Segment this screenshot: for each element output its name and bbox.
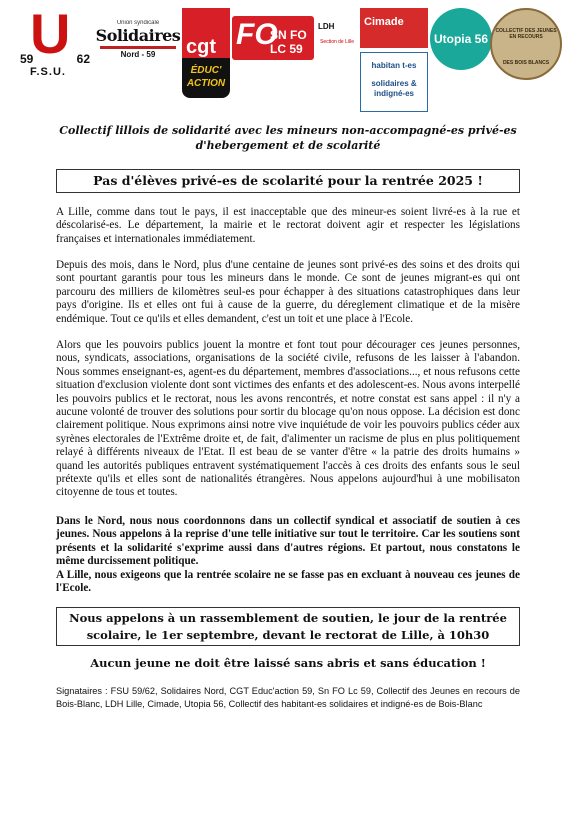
headline-box xyxy=(56,169,520,193)
cgt-top xyxy=(182,8,230,58)
cgt-logo xyxy=(182,8,230,98)
solidaires-sub: Nord - 59 xyxy=(120,50,156,59)
slogan: Aucun jeune ne doit être laissé sans abris et sans éducation ! xyxy=(90,656,486,670)
call-box xyxy=(56,607,520,646)
ldh-sub: Section de Lille xyxy=(320,39,354,45)
paragraph-4b: A Lille, nous exigeons que la rentrée scolaire ne se fasse pas en excluant à nouveau ces jeunes de l'Ecole. xyxy=(56,568,520,595)
logo-bar xyxy=(20,6,566,98)
cgt-name: cgt xyxy=(186,36,216,58)
habitants-line1: habitan t-es xyxy=(371,61,417,70)
call-text: Nous appelons à un rassemblement de soutien, le jour de la rentrée scolaire, le 1er septembre, devant le rectorat de Lille, à 10h30 xyxy=(69,611,507,642)
fsu-left-num: 59 xyxy=(20,52,34,66)
paragraph-1: A Lille, comme dans tout le pays, il est inacceptable que des mineur-es soient livré-es à la rue et déscolarisé-es. Le département, la mairie et le rectorat doivent agir et respecter les législations françaises et internationales immédiatement. xyxy=(56,206,520,245)
cgt-bottom xyxy=(182,58,230,98)
solidaires-logo xyxy=(94,20,182,66)
ldh-name: LDH xyxy=(318,22,335,31)
collectif-top: COLLECTIF DES JEUNES EN RECOURS xyxy=(495,28,557,40)
solidaires-bar xyxy=(100,46,176,49)
paragraph-3: Alors que les pouvoirs publics jouent la montre et font tout pour décourager ces jeunes personnes, nous, syndicats, associations, organisations de la société civile, refusons de les laisser à l'abandon. Nous sommes enseignant-es, agent-es du département, membres d'associations..., et nous refusons cette situation d'exclusion violente dont sont victimes des enfants et des adolescent-es. Nous avons interpellé les pouvoirs publics et le rectorat, nous les avons rencontrés, et notre constat est sans appel : il n'y a aucune volonté de trouver des solutions pour sortir du blocage qu'on nous oppose. La décision est donc clairement politique. Nous exprimons ainsi notre vive inquiétude de voir les pouvoirs publics céder aux syrènes electorales de l'Extrême droite et, de fait, d'alimenter un racisme de plus en plus politiquement relayé à différents niveaux de l'Etat. Il est beau de se vanter d'être « la patrie des droits humains » quand les autorités publiques entravent systématiquement l'accès à ces droits des enfants sous le seul prétexte qu'ils et elles sont de nationalités étrangères. Nous appelons aujourd'hui à une mobilisaton citoyenne de tous et toutes. xyxy=(56,339,520,499)
paragraph-2: Depuis des mois, dans le Nord, plus d'une centaine de jeunes sont privé-es des soins et des droits qui sont pourtant garantis pour tous les mineurs dans le monde. Ce sont de jeunes migrant-es qui ont parcouru des milliers de kilomètres seul-es pour échapper à des situations catastrophiques dans leur pays d'origine. Ils et elles ont fui à cause de la guerre, du déreglement climatique et de la misère endémique. Tout ce qu'ils et elles demandent, c'est un toit et une place à l'Ecole. xyxy=(56,259,520,325)
cgt-sub1: ÉDUC' xyxy=(190,65,222,76)
cimade-logo xyxy=(360,8,428,48)
collective-subtitle: Collectif lillois de solidarité avec les mineurs non-accompagné-es privé-es d'hebergement et de scolarité xyxy=(59,124,517,152)
habitants-logo xyxy=(360,52,428,112)
headline: Pas d'élèves privé-es de scolarité pour la rentrée 2025 ! xyxy=(93,173,483,188)
solidaires-sup: Union syndicale xyxy=(116,20,160,26)
cimade-name: Cimade xyxy=(364,16,404,28)
collectif-bottom: DES BOIS BLANCS xyxy=(502,60,550,66)
fo-logo xyxy=(232,16,314,60)
fsu-logo xyxy=(20,8,90,78)
paragraph-4a: Dans le Nord, nous nous coordonnons dans un collectif syndical et associatif de soutien à ces jeunes. Nous appelons à la reprise d'une telle initiative sur tout le territoire. Car les soutiens sont présents et la solidarité s'exprime aussi dans d'autres régions. Et partout, nous constatons le même durcissement politique. xyxy=(56,515,520,568)
fsu-right-num: 62 xyxy=(76,52,90,66)
fsu-text: F.S.U. xyxy=(30,66,66,78)
signatories: Signataires : FSU 59/62, Solidaires Nord, CGT Educ'action 59, Sn FO Lc 59, Collectif des Jeunes en recours de Bois-Blanc, LDH Lille, Cimade, Utopia 56, Collectif des habitant-es solidaires et indigné-es de Bois-Blanc xyxy=(56,686,520,709)
collectif-logo xyxy=(490,8,562,80)
utopia-name: Utopia 56 xyxy=(433,32,488,46)
ldh-logo xyxy=(318,22,354,66)
utopia-logo xyxy=(430,8,492,70)
paragraph-4 xyxy=(56,515,520,595)
fsu-numbers xyxy=(20,52,90,66)
habitants-line2: solidaires & xyxy=(371,79,417,88)
cgt-sub2: ACTION xyxy=(186,78,226,89)
solidaires-name: Solidaires xyxy=(95,26,181,45)
habitants-line3: indigné-es xyxy=(373,89,414,98)
fsu-letter: U xyxy=(30,8,71,65)
fo-name: SN FO LC 59 xyxy=(270,28,307,56)
fo-mark: FO xyxy=(236,18,278,51)
